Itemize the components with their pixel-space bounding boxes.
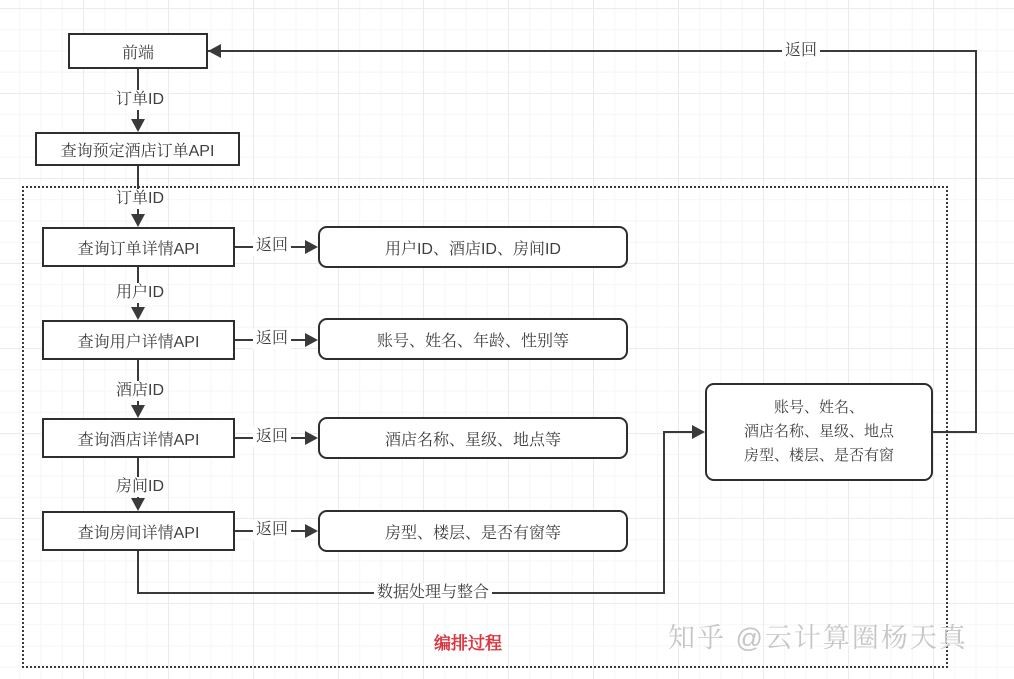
connector-into-aggregate <box>663 431 694 433</box>
query-user-detail-api-node <box>42 320 235 360</box>
edge-label-room-id: 房间ID <box>113 477 167 497</box>
arrowhead-down-icon <box>131 119 145 132</box>
front-node <box>68 33 208 69</box>
result-hotel-detail-node <box>318 417 628 459</box>
edge-label-order-id-inner: 订单ID <box>113 189 167 209</box>
query-hotel-detail-api-label: 查询酒店详情API <box>77 431 200 449</box>
edge-label-return-row4: 返回 <box>253 520 291 540</box>
result-room-detail-node <box>318 510 628 552</box>
aggregate-result-node <box>705 383 933 481</box>
query-order-detail-api-label: 查询订单详情API <box>77 240 200 258</box>
arrowhead-down-icon <box>131 405 145 418</box>
edge-label-order-id-top: 订单ID <box>113 90 167 110</box>
query-room-detail-api-node <box>42 511 235 551</box>
aggregate-line2: 酒店名称、星级、地点 <box>743 423 894 440</box>
query-order-detail-api-node <box>42 227 235 267</box>
result-hotel-detail-label: 酒店名称、星级、地点等 <box>384 431 561 449</box>
arrowhead-down-icon <box>131 498 145 511</box>
query-booking-order-api-node <box>35 132 240 166</box>
watermark-text: 知乎 @云计算圈杨天真 <box>668 623 968 653</box>
orchestration-caption: 编排过程 <box>434 634 502 653</box>
edge-label-return-row3: 返回 <box>253 427 291 447</box>
edge-label-user-id: 用户ID <box>113 283 167 303</box>
arrowhead-right-icon <box>305 240 318 254</box>
result-user-detail-label: 账号、姓名、年龄、性别等 <box>376 332 569 350</box>
connector-row4-down <box>137 551 139 594</box>
arrowhead-right-icon <box>305 333 318 347</box>
connector-aggregate-right <box>933 431 977 433</box>
query-hotel-detail-api-node <box>42 418 235 458</box>
aggregate-line1: 账号、姓名、 <box>773 399 864 416</box>
edge-label-data-processing: 数据处理与整合 <box>374 583 492 603</box>
result-order-detail-label: 用户ID、酒店ID、房间ID <box>384 240 561 258</box>
result-room-detail-label: 房型、楼层、是否有窗等 <box>384 524 561 542</box>
front-node-label: 前端 <box>121 44 154 62</box>
arrowhead-right-icon <box>305 524 318 538</box>
connector-return-horizontal <box>208 50 977 52</box>
edge-label-return-row1: 返回 <box>253 236 291 256</box>
query-booking-order-api-label: 查询预定酒店订单API <box>60 142 215 160</box>
query-room-detail-api-label: 查询房间详情API <box>77 524 200 542</box>
query-user-detail-api-label: 查询用户详情API <box>77 333 200 351</box>
arrowhead-down-icon <box>131 307 145 320</box>
aggregate-line3: 房型、楼层、是否有窗 <box>743 447 894 464</box>
arrowhead-left-icon <box>208 44 221 58</box>
edge-label-hotel-id: 酒店ID <box>113 381 167 401</box>
arrowhead-down-icon <box>131 214 145 227</box>
arrowhead-right-icon <box>305 431 318 445</box>
arrowhead-right-icon <box>692 425 705 439</box>
result-order-detail-node <box>318 226 628 268</box>
connector-return-vertical <box>975 50 977 433</box>
connector-up-to-aggregate <box>663 431 665 594</box>
edge-label-return-row2: 返回 <box>253 329 291 349</box>
result-user-detail-node <box>318 318 628 360</box>
edge-label-return-top: 返回 <box>782 41 820 61</box>
